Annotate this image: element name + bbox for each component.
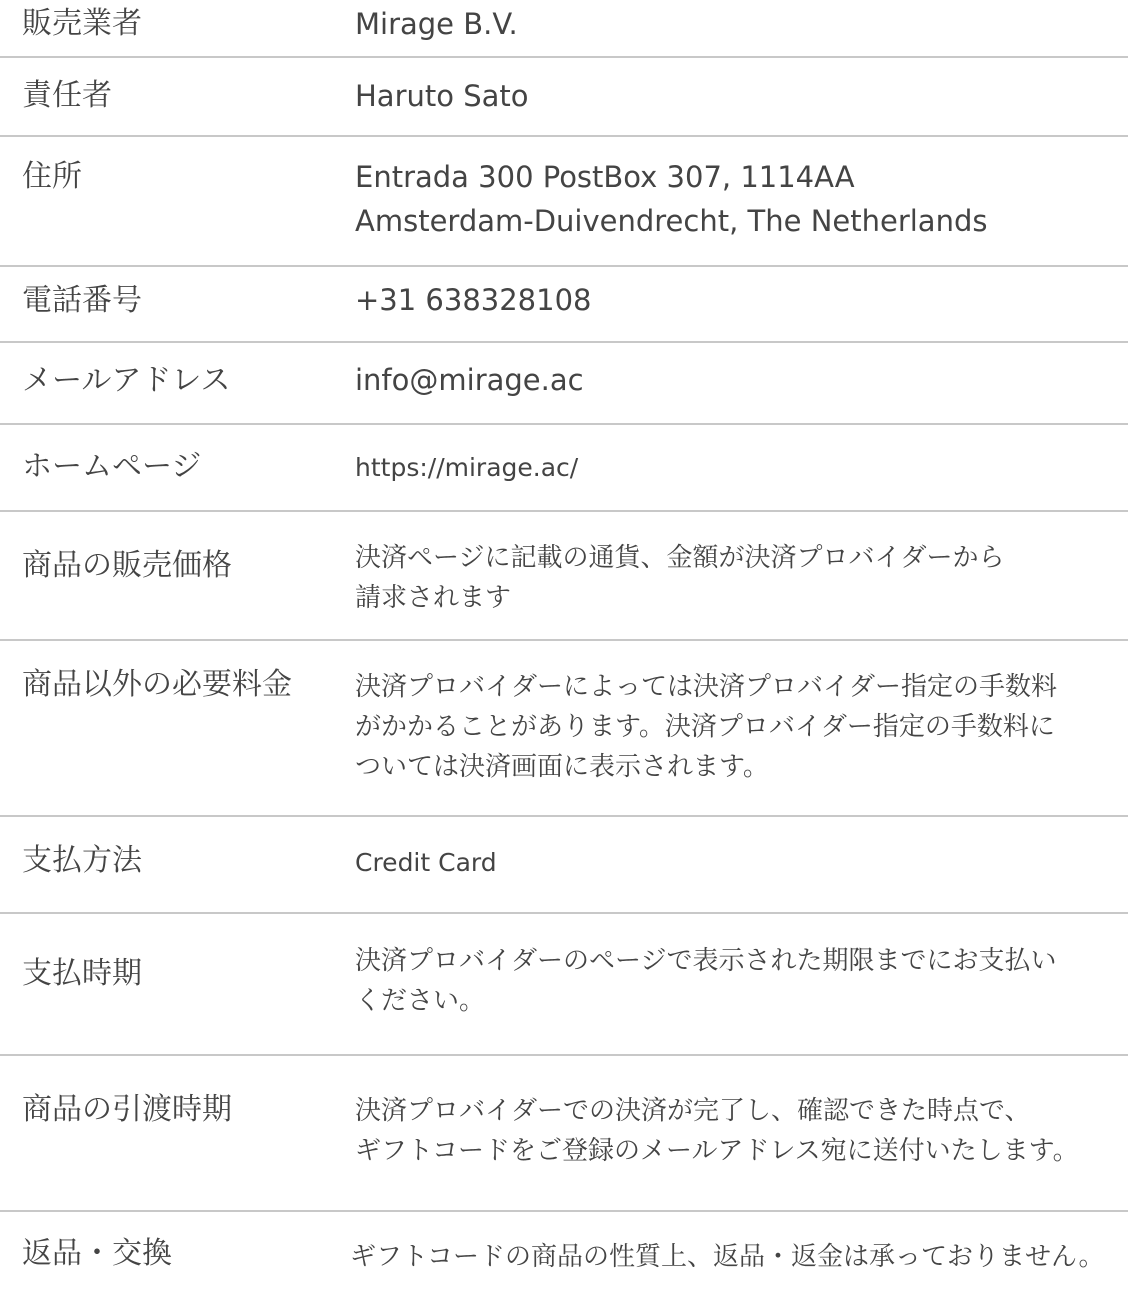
row-value [355, 74, 529, 118]
value-line: ください。 [355, 986, 486, 1016]
value-line: 決済プロバイダーでの決済が完了し、確認できた時点で、 [355, 1096, 1031, 1126]
value-line: Credit Card [355, 848, 497, 877]
value-line: https://mirage.ac/ [355, 453, 579, 482]
row-label: 返品・交換 [22, 1236, 172, 1271]
value-line: がかかることがあります。決済プロバイダー指定の手数料に [355, 712, 1055, 742]
row-value [350, 1237, 1105, 1277]
value-line: Mirage B.V. [355, 7, 518, 41]
table-row-email [0, 343, 1128, 425]
row-value [355, 358, 584, 402]
table-row-extra-fees [0, 641, 1128, 817]
value-line: +31 638328108 [355, 283, 592, 317]
row-value [355, 155, 987, 243]
row-label: 支払方法 [22, 843, 142, 878]
row-label: 販売業者 [22, 6, 142, 41]
row-label: 商品の販売価格 [22, 548, 232, 583]
row-value [355, 841, 497, 885]
row-label: 支払時期 [22, 956, 142, 991]
row-value [355, 538, 1004, 618]
table-row-address [0, 137, 1128, 267]
table-row-phone [0, 267, 1128, 343]
value-line: info@mirage.ac [355, 363, 584, 397]
value-line: Haruto Sato [355, 79, 529, 113]
row-value [355, 278, 591, 322]
row-value [355, 2, 518, 46]
row-label: 住所 [22, 159, 82, 194]
table-row-price [0, 512, 1128, 641]
value-line: Amsterdam-Duivendrecht, The Netherlands [355, 204, 988, 238]
row-label: 商品以外の必要料金 [22, 667, 292, 702]
row-label: メールアドレス [22, 363, 231, 398]
row-value [355, 446, 578, 490]
table-row-seller [0, 0, 1128, 58]
value-line: ギフトコードの商品の性質上、返品・返金は承っておりません。 [350, 1242, 1105, 1272]
value-line: 決済プロバイダーによっては決済プロバイダー指定の手数料 [355, 672, 1058, 702]
value-line: 請求されます [355, 583, 512, 613]
value-line: 決済プロバイダーのページで表示された期限までにお支払い [355, 946, 1057, 976]
table-row-homepage [0, 425, 1128, 512]
table-row-payment-timing [0, 914, 1128, 1056]
value-line: ついては決済画面に表示されます。 [355, 752, 769, 782]
row-value [355, 941, 1056, 1021]
table-row-responsible [0, 58, 1128, 137]
table-row-delivery-timing [0, 1056, 1128, 1212]
table-row-payment-method [0, 817, 1128, 914]
row-label: ホームページ [22, 449, 202, 484]
row-value [355, 1091, 1079, 1171]
row-label: 商品の引渡時期 [22, 1092, 232, 1127]
value-line: ギフトコードをご登録のメールアドレス宛に送付いたします。 [355, 1136, 1079, 1166]
value-line: 決済ページに記載の通貨、金額が決済プロバイダーから [355, 543, 1005, 573]
row-value [355, 667, 1057, 787]
row-label: 電話番号 [22, 283, 142, 318]
row-label: 責任者 [22, 78, 112, 113]
table-row-returns [0, 1212, 1128, 1300]
value-line: Entrada 300 PostBox 307, 1114AA [355, 160, 855, 194]
